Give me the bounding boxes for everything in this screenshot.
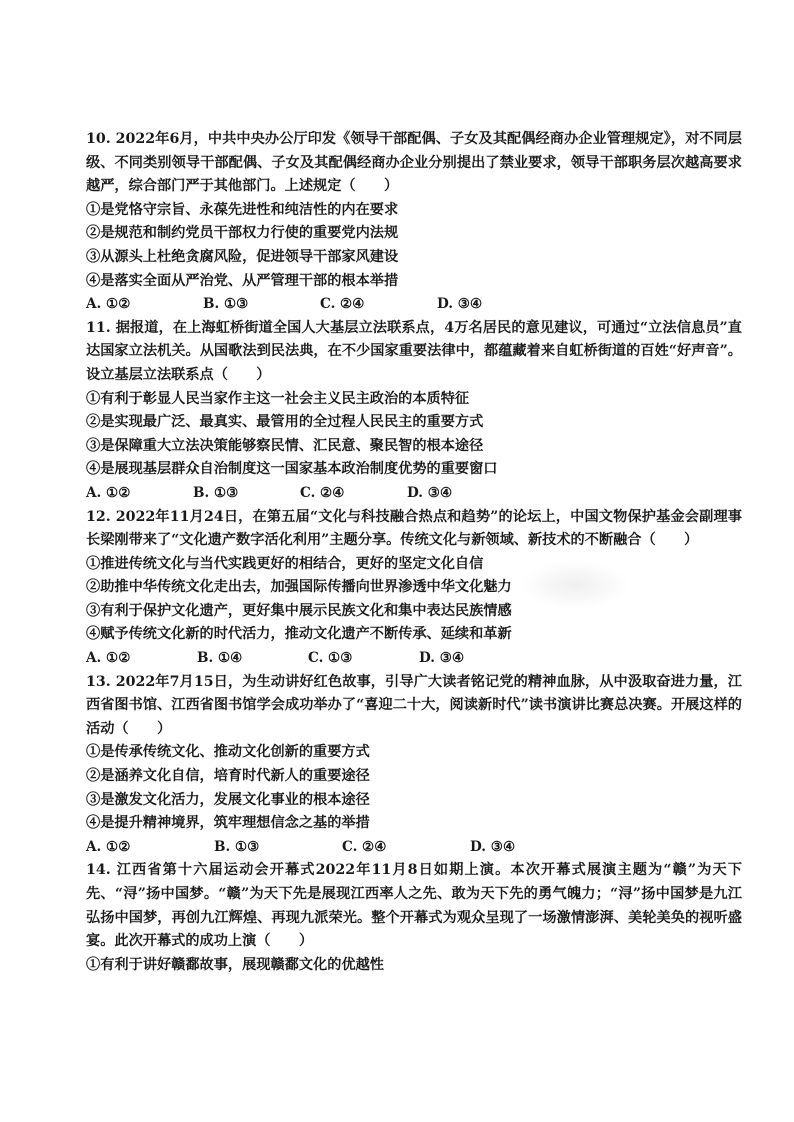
question-stem: 11. 据报道，在上海虹桥街道全国人大基层立法联系点，4万名居民的意见建议，可通过“立法信息员”直达国家立法机关。从国歌法到民法典，在不少国家重要法律中，都蕴藏着来自虹桥街道的百姓“好声音”。设立基层立法联系点（ ） [86,319,742,383]
choice-b: B. ①③ [214,838,260,855]
choice-b: B. ①③ [203,296,249,313]
choice-d: D. ③④ [470,838,516,855]
choice-d: D. ③④ [419,650,465,667]
choice-c: C. ②④ [320,296,365,313]
statement: ①有利于讲好赣鄱故事，展现赣鄱文化的优越性 [86,956,384,973]
question-12 [86,506,742,671]
statement: ①是党恪守宗旨、永葆先进性和纯洁性的内在要求 [86,201,399,218]
statement: ①是传承传统文化、推动文化创新的重要方式 [86,744,370,761]
statement: ②是实现最广泛、最真实、最管用的全过程人民民主的重要方式 [86,414,484,431]
question-stem: 10. 2022年6月，中共中央办公厅印发《领导干部配偶、子女及其配偶经商办企业管理规定》，对不同层级、不同类别领导干部配偶、子女及其配偶经商办企业分别提出了禁业要求，领导干部职务层次越高要求越严，综合部门严于其他部门。上述规定（ ） [86,131,742,195]
statement: ④赋予传统文化新的时代活力，推动文化遗产不断传承、延续和革新 [86,626,512,643]
statement: ③有利于保护文化遗产，更好集中展示民族文化和集中表达民族情感 [86,602,512,619]
choice-c: C. ②④ [342,838,387,855]
statement: ③从源头上杜绝贪腐风险，促进领导干部家风建设 [86,248,399,265]
question-stem: 12. 2022年11月24日，在第五届“文化与科技融合热点和趋势”的论坛上，中国文物保护基金会副理事长梁刚带来了“文化遗产数字活化利用”主题分享。传统文化与新领域、新技术的不断融合（ ） [86,508,742,549]
statement: ①有利于彰显人民当家作主这一社会主义民主政治的本质特征 [86,390,470,407]
choice-b: B. ①④ [197,650,243,667]
statement: ③是激发文化活力，发展文化事业的根本途径 [86,791,370,808]
choice-a: A. ①② [86,484,131,501]
choice-a: A. ①② [86,838,131,855]
answer-choices [86,836,742,860]
statement: ④是落实全面从严治党、从严管理干部的根本举措 [86,272,399,289]
choice-d: D. ③④ [407,484,453,501]
choice-b: B. ①③ [193,484,239,501]
choice-a: A. ①② [86,296,131,313]
statement: ③是保障重大立法决策能够察民情、汇民意、聚民智的根本途径 [86,437,484,454]
answer-choices [86,482,742,506]
question-10 [86,128,742,317]
answer-choices [86,293,742,317]
statement: ①推进传统文化与当代实践更好的相结合，更好的坚定文化自信 [86,555,484,572]
choice-c: C. ①③ [308,650,353,667]
answer-choices [86,647,742,671]
choice-c: C. ②④ [300,484,345,501]
statement: ④是展现基层群众自治制度这一国家基本政治制度优势的重要窗口 [86,461,498,478]
question-11 [86,317,742,506]
statement: ②是涵养文化自信，培育时代新人的重要途径 [86,768,370,785]
choice-a: A. ①② [86,650,131,667]
question-stem: 13. 2022年7月15日，为生动讲好红色故事，引导广大读者铭记党的精神血脉，从中汲取奋进力量，江西省图书馆、江西省图书馆学会成功举办了“喜迎二十大，阅读新时代”读书演讲比赛总决赛。开展这样的活动（ ） [86,673,742,737]
statement: ②是规范和制约党员干部权力行使的重要党内法规 [86,225,399,242]
question-14 [86,859,742,977]
question-stem: 14. 江西省第十六届运动会开幕式2022年11月8日如期上演。本次开幕式展演主题为“赣”为天下先、“浔”扬中国梦。“赣”为天下先是展现江西率人之先、敢为天下先的勇气魄力；“浔”扬中国梦是九江弘扬中国梦，再创九江辉煌、再现九派荣光。整个开幕式为观众呈现了一场激情澎湃、美轮美奂的视听盛宴。此次开幕式的成功上演（ ） [86,862,742,950]
question-13 [86,671,742,860]
choice-d: D. ③④ [437,296,483,313]
statement: ④是提升精神境界，筑牢理想信念之基的举措 [86,815,370,832]
statement: ②助推中华传统文化走出去，加强国际传播向世界渗透中华文化魅力 [86,579,512,596]
faint-watermark [520,560,630,610]
